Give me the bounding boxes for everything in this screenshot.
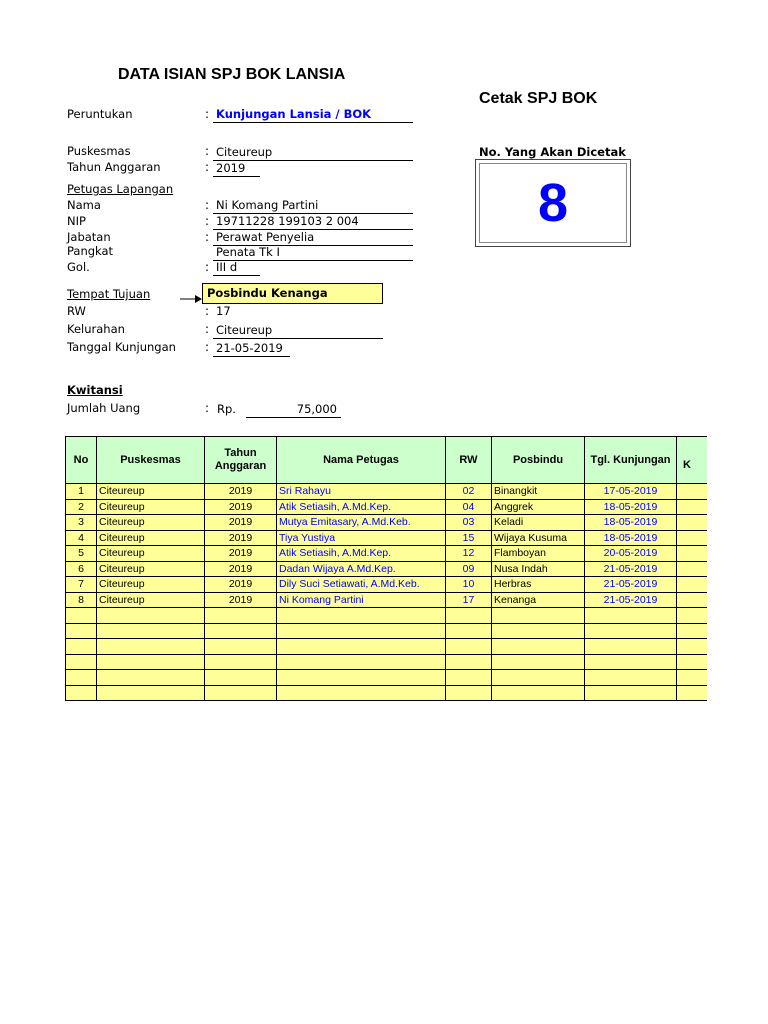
colon: : <box>205 160 210 174</box>
cell-nama[interactable] <box>277 685 446 701</box>
cell-nama[interactable]: Atik Setiasih, A.Md.Kep. <box>277 546 446 562</box>
kelurahan-field[interactable]: Citeureup <box>213 323 383 339</box>
cell-tahun[interactable]: 2019 <box>205 577 277 593</box>
colon: : <box>205 214 210 228</box>
cell-tahun[interactable]: 2019 <box>205 592 277 608</box>
nip-field[interactable]: 19711228 199103 2 004 <box>213 214 413 230</box>
cell-tgl[interactable]: 21-05-2019 <box>585 592 677 608</box>
rw-field[interactable]: 17 <box>216 304 231 318</box>
jabatan-field[interactable]: Perawat Penyelia <box>213 230 413 246</box>
cell-extra[interactable] <box>677 484 707 500</box>
cell-no[interactable]: 8 <box>66 592 97 608</box>
colon: : <box>205 304 210 318</box>
cell-tahun[interactable] <box>205 639 277 655</box>
cell-tgl[interactable] <box>585 623 677 639</box>
cell-no[interactable]: 6 <box>66 561 97 577</box>
cell-puskesmas[interactable] <box>97 685 205 701</box>
cell-extra[interactable] <box>677 515 707 531</box>
cell-rw[interactable]: 04 <box>446 499 492 515</box>
peruntukan-field[interactable]: Kunjungan Lansia / BOK <box>213 107 413 123</box>
puskesmas-field[interactable]: Citeureup <box>213 145 413 161</box>
cell-rw[interactable]: 12 <box>446 546 492 562</box>
no-cetak-label: No. Yang Akan Dicetak <box>479 145 626 159</box>
cell-posbindu[interactable]: Wijaya Kusuma <box>492 530 585 546</box>
cell-tgl[interactable]: 21-05-2019 <box>585 561 677 577</box>
cell-posbindu[interactable] <box>492 685 585 701</box>
cell-nama[interactable]: Sri Rahayu <box>277 484 446 500</box>
cell-extra[interactable] <box>677 577 707 593</box>
cell-rw[interactable] <box>446 623 492 639</box>
currency-label: Rp. <box>217 402 236 416</box>
cell-extra[interactable] <box>677 639 707 655</box>
cell-posbindu[interactable]: Flamboyan <box>492 546 585 562</box>
cell-no[interactable]: 4 <box>66 530 97 546</box>
table-header-row <box>66 437 707 484</box>
cell-no[interactable]: 2 <box>66 499 97 515</box>
cell-tahun[interactable]: 2019 <box>205 484 277 500</box>
cell-puskesmas[interactable]: Citeureup <box>97 530 205 546</box>
puskesmas-label: Puskesmas <box>67 144 131 158</box>
col-header-posbindu: Posbindu <box>492 437 585 484</box>
cell-rw[interactable] <box>446 654 492 670</box>
cell-nama[interactable] <box>277 608 446 624</box>
cell-tahun[interactable] <box>205 685 277 701</box>
cell-extra[interactable] <box>677 546 707 562</box>
cell-puskesmas[interactable] <box>97 654 205 670</box>
cell-tgl[interactable]: 18-05-2019 <box>585 515 677 531</box>
cell-tgl[interactable]: 20-05-2019 <box>585 546 677 562</box>
cell-extra[interactable] <box>677 654 707 670</box>
spj-table <box>65 436 707 701</box>
nama-field[interactable]: Ni Komang Partini <box>213 198 413 214</box>
cell-extra[interactable] <box>677 608 707 624</box>
cell-no[interactable] <box>66 670 97 686</box>
cell-no[interactable]: 1 <box>66 484 97 500</box>
cell-no[interactable] <box>66 623 97 639</box>
cell-tgl[interactable] <box>585 670 677 686</box>
cell-tahun[interactable] <box>205 670 277 686</box>
cell-tahun[interactable] <box>205 623 277 639</box>
cell-posbindu[interactable] <box>492 608 585 624</box>
table-row <box>66 608 707 624</box>
cell-tahun[interactable]: 2019 <box>205 546 277 562</box>
cell-tgl[interactable] <box>585 608 677 624</box>
cell-nama[interactable]: Atik Setiasih, A.Md.Kep. <box>277 499 446 515</box>
print-number-box[interactable] <box>475 159 631 247</box>
cell-tgl[interactable]: 21-05-2019 <box>585 577 677 593</box>
cell-extra[interactable] <box>677 530 707 546</box>
table-row <box>66 546 707 562</box>
cell-nama[interactable] <box>277 670 446 686</box>
cell-tgl[interactable]: 18-05-2019 <box>585 499 677 515</box>
cell-tgl[interactable] <box>585 654 677 670</box>
kwitansi-heading: Kwitansi <box>67 383 123 397</box>
cell-extra[interactable] <box>677 670 707 686</box>
cell-tahun[interactable]: 2019 <box>205 515 277 531</box>
cell-puskesmas[interactable]: Citeureup <box>97 546 205 562</box>
cell-tahun[interactable]: 2019 <box>205 499 277 515</box>
cell-nama[interactable] <box>277 623 446 639</box>
col-header-nama: Nama Petugas <box>277 437 446 484</box>
col-header-rw: RW <box>446 437 492 484</box>
cell-no[interactable] <box>66 639 97 655</box>
cell-rw[interactable]: 10 <box>446 577 492 593</box>
cell-puskesmas[interactable] <box>97 670 205 686</box>
cell-rw[interactable]: 02 <box>446 484 492 500</box>
cell-posbindu[interactable] <box>492 670 585 686</box>
cell-puskesmas[interactable]: Citeureup <box>97 561 205 577</box>
table-row <box>66 623 707 639</box>
colon: : <box>205 322 210 336</box>
cell-posbindu[interactable]: Herbras <box>492 577 585 593</box>
cell-rw[interactable]: 17 <box>446 592 492 608</box>
cell-nama[interactable]: Tiya Yustiya <box>277 530 446 546</box>
cell-nama[interactable]: Ni Komang Partini <box>277 592 446 608</box>
cell-rw[interactable] <box>446 639 492 655</box>
jabatan-label: Jabatan <box>67 230 111 244</box>
cell-posbindu[interactable]: Kenanga <box>492 592 585 608</box>
cell-extra[interactable] <box>677 685 707 701</box>
table-row <box>66 639 707 655</box>
cell-rw[interactable] <box>446 670 492 686</box>
cell-no[interactable] <box>66 654 97 670</box>
tanggal-label: Tanggal Kunjungan <box>67 340 176 354</box>
cell-no[interactable]: 3 <box>66 515 97 531</box>
cell-tahun[interactable]: 2019 <box>205 530 277 546</box>
cell-tahun[interactable]: 2019 <box>205 561 277 577</box>
peruntukan-label: Peruntukan <box>67 107 133 121</box>
cell-nama[interactable]: Dadan Wijaya A.Md.Kep. <box>277 561 446 577</box>
table-row <box>66 530 707 546</box>
colon: : <box>205 107 210 121</box>
pangkat-label: Pangkat <box>67 244 114 258</box>
cell-tahun[interactable] <box>205 608 277 624</box>
table-row <box>66 515 707 531</box>
table-row <box>66 654 707 670</box>
cell-no[interactable]: 7 <box>66 577 97 593</box>
cell-nama[interactable] <box>277 654 446 670</box>
cell-no[interactable] <box>66 685 97 701</box>
cell-posbindu[interactable] <box>492 654 585 670</box>
col-header-tahun: Tahun Anggaran <box>205 437 277 484</box>
cell-tgl[interactable] <box>585 639 677 655</box>
cell-rw[interactable]: 09 <box>446 561 492 577</box>
cell-puskesmas[interactable]: Citeureup <box>97 484 205 500</box>
colon: : <box>205 340 210 354</box>
print-number: 8 <box>537 173 569 233</box>
cell-posbindu[interactable] <box>492 623 585 639</box>
cell-rw[interactable] <box>446 608 492 624</box>
cell-nama[interactable]: Mutya Emitasary, A.Md.Keb. <box>277 515 446 531</box>
table-row <box>66 484 707 500</box>
cell-puskesmas[interactable]: Citeureup <box>97 592 205 608</box>
cell-puskesmas[interactable]: Citeureup <box>97 577 205 593</box>
cell-extra[interactable] <box>677 592 707 608</box>
cell-tahun[interactable] <box>205 654 277 670</box>
cell-rw[interactable]: 03 <box>446 515 492 531</box>
colon: : <box>205 230 210 244</box>
table-row <box>66 670 707 686</box>
page-title: DATA ISIAN SPJ BOK LANSIA <box>118 66 346 83</box>
cetak-title: Cetak SPJ BOK <box>479 90 598 107</box>
cell-tgl[interactable]: 17-05-2019 <box>585 484 677 500</box>
cell-tgl[interactable] <box>585 685 677 701</box>
cell-extra[interactable] <box>677 623 707 639</box>
arrow-right-icon <box>180 290 202 308</box>
cell-no[interactable] <box>66 608 97 624</box>
petugas-heading: Petugas Lapangan <box>67 182 174 196</box>
cell-posbindu[interactable]: Binangkit <box>492 484 585 500</box>
cell-puskesmas[interactable] <box>97 608 205 624</box>
cell-extra[interactable] <box>677 561 707 577</box>
table-row <box>66 577 707 593</box>
cell-posbindu[interactable]: Keladi <box>492 515 585 531</box>
table-row <box>66 592 707 608</box>
col-header-puskesmas: Puskesmas <box>97 437 205 484</box>
cell-rw[interactable] <box>446 685 492 701</box>
tahun-field[interactable]: 2019 <box>213 161 260 177</box>
cell-rw[interactable]: 15 <box>446 530 492 546</box>
col-header-partial: K <box>677 437 707 484</box>
jumlah-field[interactable]: 75,000 <box>246 402 341 418</box>
tahun-label: Tahun Anggaran <box>67 160 161 174</box>
cell-tgl[interactable]: 18-05-2019 <box>585 530 677 546</box>
gol-label: Gol. <box>67 260 90 274</box>
rw-label: RW <box>67 304 86 318</box>
pangkat-field[interactable]: Penata Tk I <box>213 245 413 261</box>
table-row <box>66 499 707 515</box>
cell-no[interactable]: 5 <box>66 546 97 562</box>
tujuan-label: Tempat Tujuan <box>67 287 151 301</box>
cell-extra[interactable] <box>677 499 707 515</box>
colon: : <box>205 198 210 212</box>
cell-puskesmas[interactable] <box>97 623 205 639</box>
colon: : <box>205 401 210 415</box>
tanggal-field[interactable]: 21-05-2019 <box>213 341 290 357</box>
jumlah-label: Jumlah Uang <box>67 401 141 415</box>
colon: : <box>205 260 210 274</box>
nip-label: NIP <box>67 214 86 228</box>
gol-field[interactable]: III d <box>213 260 260 276</box>
kelurahan-label: Kelurahan <box>67 322 125 336</box>
cell-puskesmas[interactable]: Citeureup <box>97 499 205 515</box>
table-row <box>66 685 707 701</box>
cell-posbindu[interactable]: Nusa Indah <box>492 561 585 577</box>
nama-label: Nama <box>67 198 101 212</box>
cell-nama[interactable]: Dily Suci Setiawati, A.Md.Keb. <box>277 577 446 593</box>
tujuan-field[interactable]: Posbindu Kenanga <box>202 283 383 304</box>
col-header-tgl: Tgl. Kunjungan <box>585 437 677 484</box>
cell-puskesmas[interactable]: Citeureup <box>97 515 205 531</box>
col-header-no: No <box>66 437 97 484</box>
cell-puskesmas[interactable] <box>97 639 205 655</box>
cell-posbindu[interactable] <box>492 639 585 655</box>
cell-nama[interactable] <box>277 639 446 655</box>
table-row <box>66 561 707 577</box>
cell-posbindu[interactable]: Anggrek <box>492 499 585 515</box>
colon: : <box>205 144 210 158</box>
